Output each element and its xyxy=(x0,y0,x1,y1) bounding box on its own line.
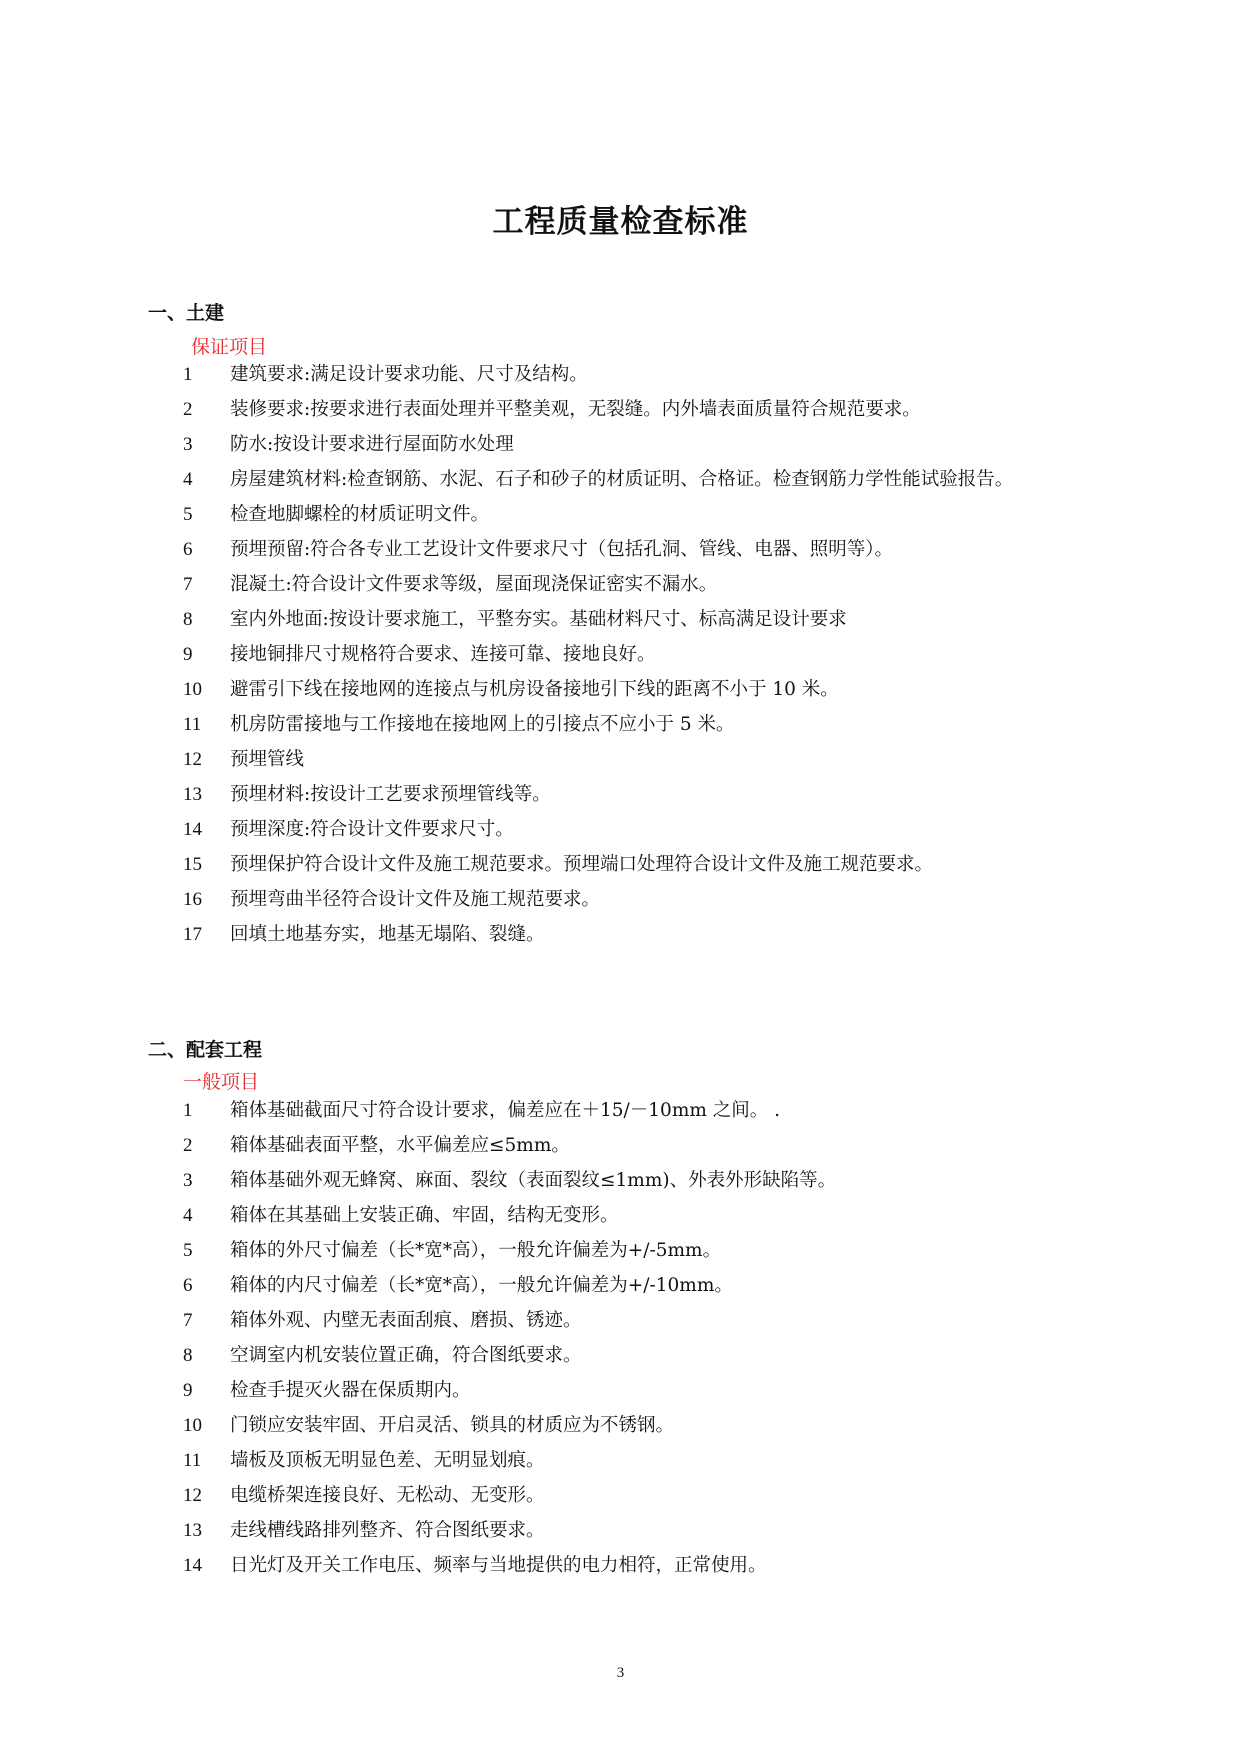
item-text: 防水:按设计要求进行屋面防水处理 xyxy=(230,434,514,455)
list-item xyxy=(183,847,1130,882)
list-item xyxy=(183,1268,1130,1303)
subheading-guaranteed-items: 保证项目 xyxy=(191,336,268,358)
item-text: 回填土地基夯实，地基无塌陷、裂缝。 xyxy=(230,924,545,945)
item-text: 建筑要求:满足设计要求功能、尺寸及结构。 xyxy=(230,364,588,385)
item-text: 预埋材料:按设计工艺要求预埋管线等。 xyxy=(230,784,551,805)
item-text: 预埋预留:符合各专业工艺设计文件要求尺寸（包括孔洞、管线、电器、照明等）。 xyxy=(230,539,893,560)
item-text: 日光灯及开关工作电压、频率与当地提供的电力相符，正常使用。 xyxy=(230,1555,767,1576)
item-number: 9 xyxy=(183,644,193,665)
list-item xyxy=(183,882,1130,917)
item-text: 预埋弯曲半径符合设计文件及施工规范要求。 xyxy=(230,889,601,910)
item-number: 3 xyxy=(183,434,193,455)
item-text: 装修要求:按要求进行表面处理并平整美观，无裂缝。内外墙表面质量符合规范要求。 xyxy=(230,399,921,420)
item-number: 7 xyxy=(183,574,193,595)
list-item xyxy=(183,1513,1130,1548)
item-number: 14 xyxy=(183,1555,202,1576)
item-number: 14 xyxy=(183,819,202,840)
item-number: 3 xyxy=(183,1170,193,1191)
list-item xyxy=(183,357,1130,392)
list-item xyxy=(183,1443,1130,1478)
item-number: 16 xyxy=(183,889,202,910)
item-text: 箱体在其基础上安装正确、牢固，结构无变形。 xyxy=(230,1205,619,1226)
item-number: 5 xyxy=(183,504,193,525)
page-number: 3 xyxy=(616,1665,625,1681)
item-number: 10 xyxy=(183,679,202,700)
list-item xyxy=(183,672,1130,707)
list-item xyxy=(183,1478,1130,1513)
list-item xyxy=(183,567,1130,602)
list-item xyxy=(183,1128,1130,1163)
list-item xyxy=(183,1198,1130,1233)
list-item xyxy=(183,637,1130,672)
list-item xyxy=(183,1408,1130,1443)
item-number: 10 xyxy=(183,1415,202,1436)
item-number: 1 xyxy=(183,1100,193,1121)
item-text: 走线槽线路排列整齐、符合图纸要求。 xyxy=(230,1520,545,1541)
item-text: 房屋建筑材料:检查钢筋、水泥、石子和砂子的材质证明、合格证。检查钢筋力学性能试验报告。 xyxy=(230,469,1014,490)
item-text: 箱体基础表面平整，水平偏差应≤5mm。 xyxy=(230,1135,570,1156)
section-heading-supporting-works: 二、配套工程 xyxy=(148,1039,263,1061)
item-number: 8 xyxy=(183,609,193,630)
subheading-general-items: 一般项目 xyxy=(183,1071,260,1093)
list-item xyxy=(183,1303,1130,1338)
page-title: 工程质量检查标准 xyxy=(492,204,749,240)
item-text: 箱体基础外观无蜂窝、麻面、裂纹（表面裂纹≤1mm)、外表外形缺陷等。 xyxy=(230,1170,837,1191)
civil-items-list xyxy=(183,357,1130,952)
list-item xyxy=(183,1338,1130,1373)
item-number: 4 xyxy=(183,469,193,490)
item-text: 箱体基础截面尺寸符合设计要求，偏差应在＋15/－10mm 之间。 . xyxy=(230,1100,781,1121)
list-item xyxy=(183,742,1130,777)
item-number: 4 xyxy=(183,1205,193,1226)
item-number: 6 xyxy=(183,1275,193,1296)
list-item xyxy=(183,602,1130,637)
item-text: 检查手提灭火器在保质期内。 xyxy=(230,1380,471,1401)
section-heading-civil: 一、土建 xyxy=(148,302,225,324)
item-text: 箱体的内尺寸偏差（长*宽*高），一般允许偏差为+/-10mm。 xyxy=(230,1275,733,1296)
item-number: 12 xyxy=(183,1485,202,1506)
list-item xyxy=(183,1093,1130,1128)
item-number: 2 xyxy=(183,1135,193,1156)
item-text: 预埋深度:符合设计文件要求尺寸。 xyxy=(230,819,514,840)
item-number: 15 xyxy=(183,854,202,875)
item-text: 室内外地面:按设计要求施工，平整夯实。基础材料尺寸、标高满足设计要求 xyxy=(230,609,847,630)
item-number: 11 xyxy=(183,714,202,735)
item-text: 接地铜排尺寸规格符合要求、连接可靠、接地良好。 xyxy=(230,644,656,665)
supporting-items-list xyxy=(183,1093,1130,1583)
item-number: 2 xyxy=(183,399,193,420)
list-item xyxy=(183,427,1130,462)
item-number: 5 xyxy=(183,1240,193,1261)
item-text: 预埋保护符合设计文件及施工规范要求。预埋端口处理符合设计文件及施工规范要求。 xyxy=(230,854,934,875)
item-number: 17 xyxy=(183,924,202,945)
item-number: 11 xyxy=(183,1450,202,1471)
item-number: 6 xyxy=(183,539,193,560)
list-item xyxy=(183,917,1130,952)
item-text: 电缆桥架连接良好、无松动、无变形。 xyxy=(230,1485,545,1506)
item-text: 机房防雷接地与工作接地在接地网上的引接点不应小于 5 米。 xyxy=(230,714,735,735)
item-number: 8 xyxy=(183,1345,193,1366)
list-item xyxy=(183,1548,1130,1583)
list-item xyxy=(183,812,1130,847)
item-number: 9 xyxy=(183,1380,193,1401)
list-item xyxy=(183,462,1130,497)
list-item xyxy=(183,707,1130,742)
item-number: 1 xyxy=(183,364,193,385)
list-item xyxy=(183,1163,1130,1198)
list-item xyxy=(183,1233,1130,1268)
item-text: 混凝土:符合设计文件要求等级，屋面现浇保证密实不漏水。 xyxy=(230,574,718,595)
item-number: 12 xyxy=(183,749,202,770)
item-text: 门锁应安装牢固、开启灵活、锁具的材质应为不锈钢。 xyxy=(230,1415,675,1436)
item-number: 13 xyxy=(183,784,202,805)
item-text: 箱体的外尺寸偏差（长*宽*高），一般允许偏差为+/-5mm。 xyxy=(230,1240,722,1261)
list-item xyxy=(183,532,1130,567)
item-text: 空调室内机安装位置正确，符合图纸要求。 xyxy=(230,1345,582,1366)
item-text: 箱体外观、内壁无表面刮痕、磨损、锈迹。 xyxy=(230,1310,582,1331)
item-text: 墙板及顶板无明显色差、无明显划痕。 xyxy=(230,1450,545,1471)
item-text: 避雷引下线在接地网的连接点与机房设备接地引下线的距离不小于 10 米。 xyxy=(230,679,839,700)
list-item xyxy=(183,392,1130,427)
item-text: 预埋管线 xyxy=(230,749,305,770)
list-item xyxy=(183,777,1130,812)
list-item xyxy=(183,1373,1130,1408)
item-text: 检查地脚螺栓的材质证明文件。 xyxy=(230,504,490,525)
list-item xyxy=(183,497,1130,532)
item-number: 13 xyxy=(183,1520,202,1541)
item-number: 7 xyxy=(183,1310,193,1331)
